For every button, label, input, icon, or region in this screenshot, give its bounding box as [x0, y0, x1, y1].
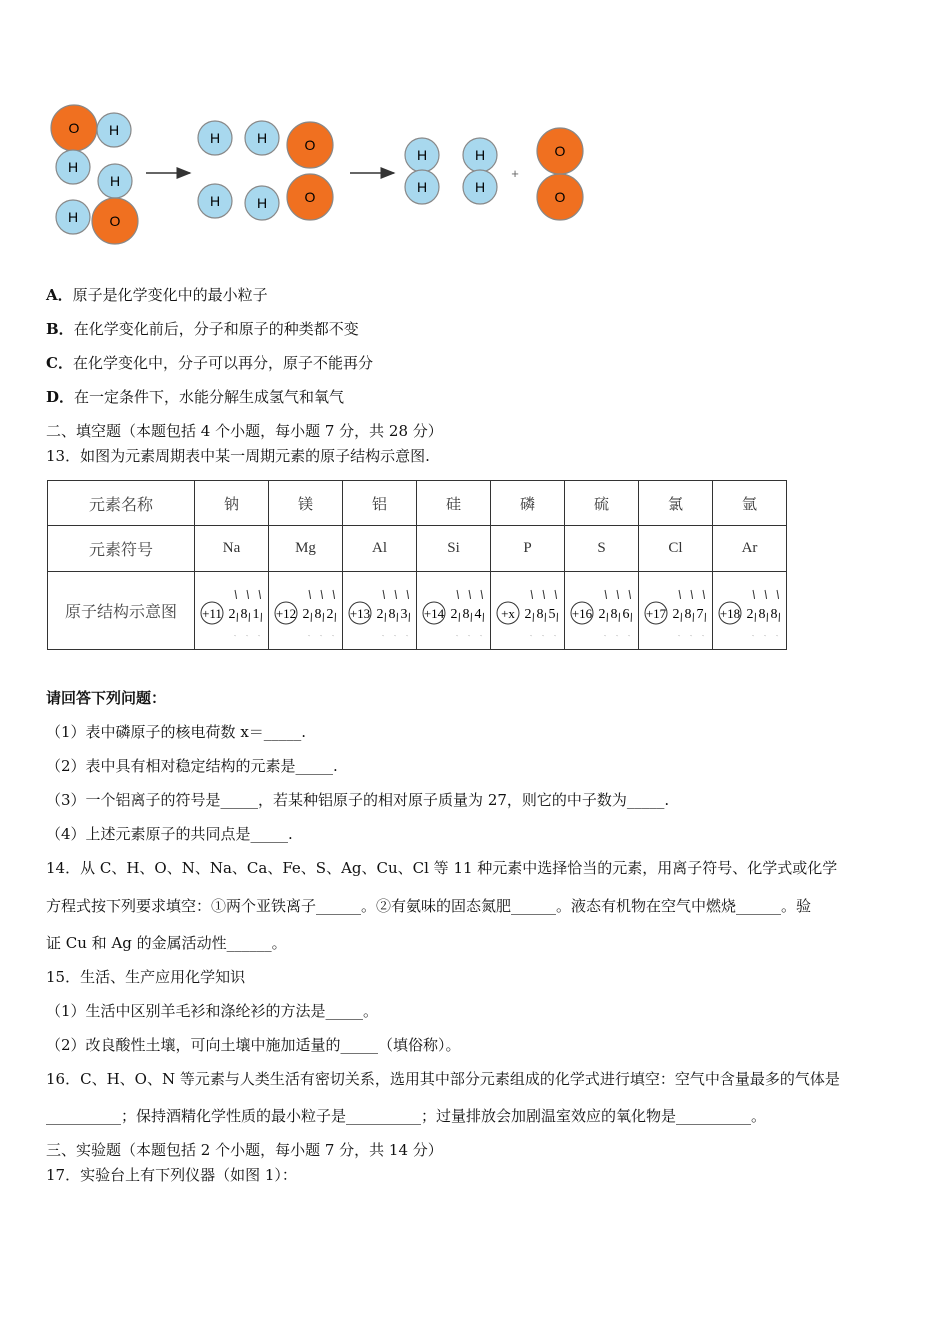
question-15-part: （1）生活中区别羊毛衫和涤纶衫的方法是_____。 — [46, 1002, 379, 1020]
element-symbol-row — [48, 526, 787, 572]
atom-structure-diagram — [715, 576, 785, 646]
shell-electron-count: 2 — [302, 606, 309, 622]
element-name-cell: 氩 — [713, 481, 787, 526]
svg-text:H: H — [209, 193, 221, 209]
element-symbol-cell: Na — [195, 526, 269, 572]
shell-electron-count: 2 — [326, 606, 333, 622]
nuclear-charge: +11 — [201, 605, 222, 621]
shell-electron-count: 2 — [598, 606, 605, 622]
shell-electron-count: 5 — [548, 606, 555, 622]
shell-electron-count: 8 — [462, 606, 469, 622]
atomic-structure-cell — [269, 572, 343, 650]
svg-text:O: O — [554, 143, 566, 159]
shell-electron-count: 2 — [524, 606, 531, 622]
atom-structure-diagram — [641, 576, 711, 646]
svg-text:H: H — [256, 130, 268, 146]
row-header: 原子结构示意图 — [48, 572, 195, 650]
shell-electron-count: 8 — [610, 606, 617, 622]
question-14-line: 方程式按下列要求填空：①两个亚铁离子______。②有氨味的固态氮肥______。液态有机物在空气中燃烧______。验 — [46, 897, 812, 915]
question-13-stem: 13．如图为元素周期表中某一周期元素的原子结构示意图. — [46, 447, 430, 465]
atom-structure-diagram — [197, 576, 267, 646]
svg-text:O: O — [304, 189, 316, 205]
element-name-cell: 磷 — [491, 481, 565, 526]
element-name-cell: 钠 — [195, 481, 269, 526]
element-name-cell: 硅 — [417, 481, 491, 526]
nuclear-charge: +14 — [423, 605, 444, 621]
shell-electron-count: 4 — [474, 606, 481, 622]
row-header: 元素名称 — [48, 481, 195, 526]
nuclear-charge: +17 — [645, 605, 666, 621]
atomic-structure-cell — [195, 572, 269, 650]
shell-electron-count: 8 — [684, 606, 691, 622]
hydrogen-molecule — [405, 138, 439, 204]
water-decomposition-diagram — [40, 95, 600, 255]
option-letter: D． — [46, 388, 75, 406]
question-17-stem: 17．实验台上有下列仪器（如图 1）： — [46, 1166, 297, 1184]
option-c — [46, 353, 373, 373]
question-16-line: 16．C、H、O、N 等元素与人类生活有密切关系，选用其中部分元素组成的化学式进行填空：空气中含量最多的气体是 — [46, 1070, 840, 1088]
shell-electron-count: 3 — [400, 606, 407, 622]
separated-atoms — [198, 121, 333, 220]
plus-sign: + — [511, 166, 519, 181]
shell-electron-count: 8 — [388, 606, 395, 622]
atomic-structure-row — [48, 572, 787, 650]
shell-electron-count: 8 — [240, 606, 247, 622]
element-structure-table — [47, 480, 787, 650]
atomic-structure-cell — [343, 572, 417, 650]
svg-text:H: H — [474, 179, 486, 195]
shell-electron-count: 2 — [746, 606, 753, 622]
element-symbol-cell: Cl — [639, 526, 713, 572]
shell-electron-count: 2 — [672, 606, 679, 622]
shell-electron-count: 1 — [252, 606, 259, 622]
shell-electron-count: 8 — [314, 606, 321, 622]
shell-electron-count: 7 — [696, 606, 703, 622]
question-13-part: （4）上述元素原子的共同点是_____. — [46, 825, 293, 843]
svg-text:H: H — [416, 179, 428, 195]
atomic-structure-cell — [491, 572, 565, 650]
option-letter: B． — [46, 320, 74, 338]
question-15-part: （2）改良酸性土壤，可向土壤中施加适量的_____（填俗称）。 — [46, 1036, 461, 1054]
nuclear-charge: +x — [500, 605, 515, 621]
oxygen-molecule — [537, 128, 583, 220]
shell-electron-count: 2 — [376, 606, 383, 622]
shell-electron-count: 2 — [450, 606, 457, 622]
nuclear-charge: +18 — [719, 605, 740, 621]
element-symbol-cell: Ar — [713, 526, 787, 572]
atom-structure-diagram — [567, 576, 637, 646]
element-name-row — [48, 481, 787, 526]
atomic-structure-cell — [713, 572, 787, 650]
svg-text:O: O — [109, 213, 121, 229]
question-14-line: 证 Cu 和 Ag 的金属活动性______。 — [46, 934, 287, 952]
atom-structure-diagram — [271, 576, 341, 646]
atomic-structure-cell — [565, 572, 639, 650]
element-symbol-cell: S — [565, 526, 639, 572]
option-letter: A． — [46, 286, 73, 304]
element-symbol-cell: Si — [417, 526, 491, 572]
question-16-line: __________；保持酒精化学性质的最小粒子是__________；过量排放会加剧温室效应的氧化物是__________。 — [46, 1107, 767, 1125]
svg-text:H: H — [209, 130, 221, 146]
shell-electron-count: 2 — [228, 606, 235, 622]
hydrogen-molecule — [463, 138, 497, 204]
shell-electron-count: 8 — [536, 606, 543, 622]
option-a — [46, 285, 268, 305]
question-15-stem: 15．生活、生产应用化学知识 — [46, 968, 246, 986]
svg-text:O: O — [554, 189, 566, 205]
option-d — [46, 387, 344, 407]
element-name-cell: 硫 — [565, 481, 639, 526]
section-3-title: 三、实验题（本题包括 2 个小题，每小题 7 分，共 14 分） — [46, 1141, 443, 1159]
option-text: 在化学变化前后，分子和原子的种类都不变 — [73, 320, 359, 338]
element-symbol-cell: P — [491, 526, 565, 572]
nuclear-charge: +16 — [571, 605, 592, 621]
atom-structure-diagram — [345, 576, 415, 646]
svg-text:H: H — [108, 122, 120, 138]
svg-text:H: H — [67, 209, 79, 225]
svg-text:O: O — [68, 120, 80, 136]
shell-electron-count: 8 — [758, 606, 765, 622]
question-13-part: （3）一个铝离子的符号是_____，若某种铝原子的相对原子质量为 27，则它的中子数为_____. — [46, 791, 670, 809]
question-13-part: （1）表中磷原子的核电荷数 x＝_____. — [46, 723, 307, 741]
element-symbol-cell: Mg — [269, 526, 343, 572]
svg-text:O: O — [304, 137, 316, 153]
atom-structure-diagram — [493, 576, 563, 646]
nuclear-charge: +13 — [349, 605, 370, 621]
option-b — [46, 319, 359, 339]
atom-structure-diagram — [419, 576, 489, 646]
element-symbol-cell: Al — [343, 526, 417, 572]
atomic-structure-cell — [417, 572, 491, 650]
svg-text:H: H — [416, 147, 428, 163]
shell-electron-count: 6 — [622, 606, 629, 622]
question-13-part: （2）表中具有相对稳定结构的元素是_____. — [46, 757, 338, 775]
question-13-prompt: 请回答下列问题： — [46, 689, 167, 707]
shell-electron-count: 8 — [770, 606, 777, 622]
nuclear-charge: +12 — [275, 605, 296, 621]
option-letter: C． — [46, 354, 73, 372]
svg-text:H: H — [256, 195, 268, 211]
element-name-cell: 氯 — [639, 481, 713, 526]
question-14-line: 14．从 C、H、O、N、Na、Ca、Fe、S、Ag、Cu、Cl 等 11 种元素中选择恰当的元素，用离子符号、化学式或化学 — [46, 859, 838, 877]
row-header: 元素符号 — [48, 526, 195, 572]
element-name-cell: 镁 — [269, 481, 343, 526]
option-text: 在化学变化中，分子可以再分，原子不能再分 — [72, 354, 373, 372]
option-text: 在一定条件下，水能分解生成氢气和氧气 — [74, 388, 345, 406]
element-name-cell: 铝 — [343, 481, 417, 526]
svg-text:H: H — [67, 159, 79, 175]
svg-text:H: H — [109, 173, 121, 189]
svg-text:H: H — [474, 147, 486, 163]
section-2-title: 二、填空题（本题包括 4 个小题，每小题 7 分，共 28 分） — [46, 422, 443, 440]
atomic-structure-cell — [639, 572, 713, 650]
option-text: 原子是化学变化中的最小粒子 — [72, 286, 268, 304]
